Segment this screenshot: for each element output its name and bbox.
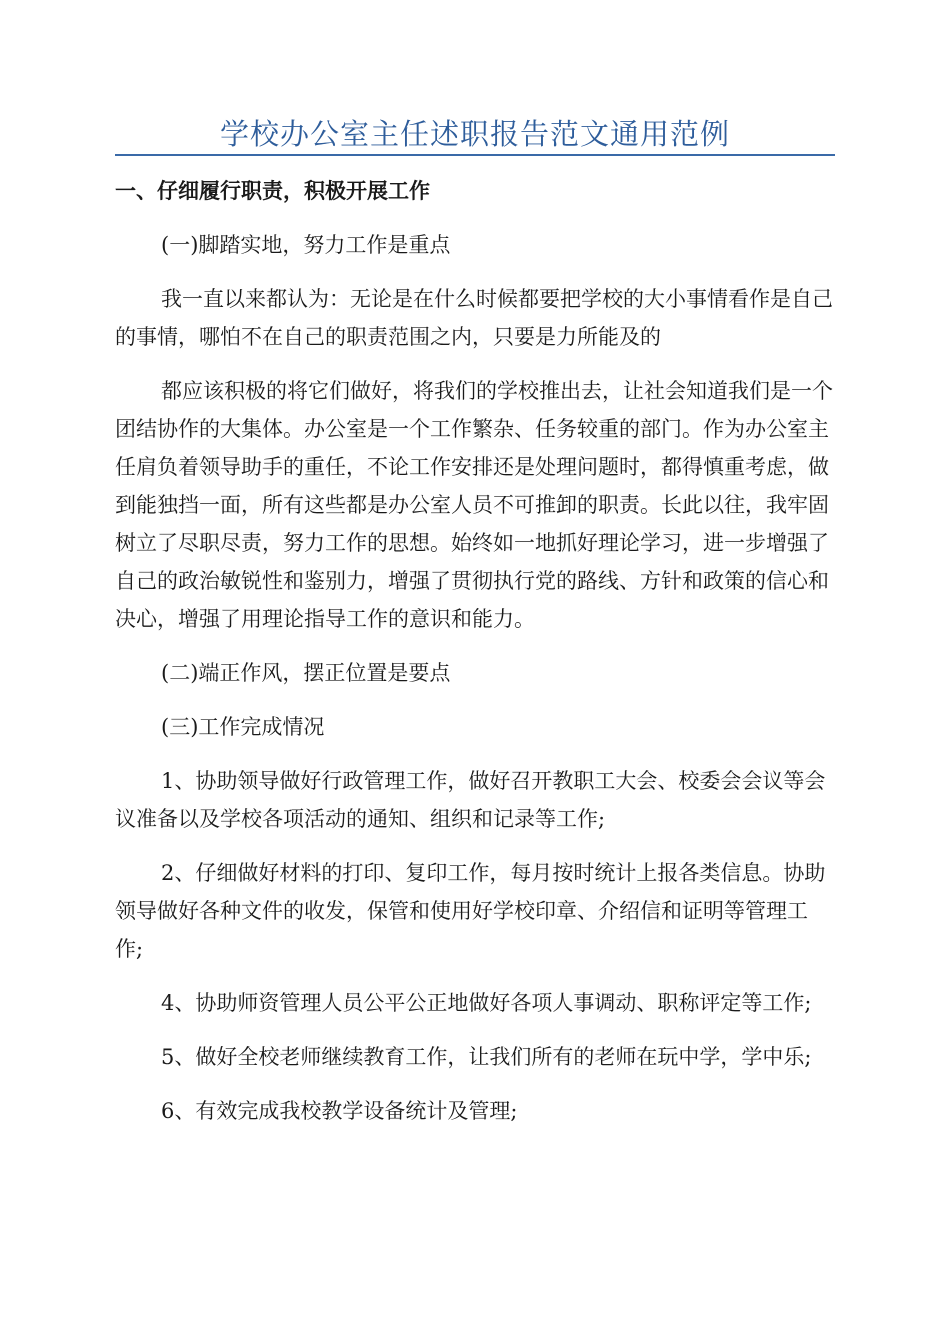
document-body — [115, 172, 835, 1146]
paragraph-2: 都应该积极的将它们做好，将我们的学校推出去，让社会知道我们是一个团结协作的大集体。办公室是一个工作繁杂、任务较重的部门。作为办公室主任肩负着领导助手的重任，不论工作安排还是处理问题时，都得慎重考虑，做到能独挡一面，所有这些都是办公室人员不可推卸的职责。长此以往，我牢固树立了尽职尽责，努力工作的思想。始终如一地抓好理论学习，进一步增强了自己的政治敏锐性和鉴别力，增强了贯彻执行党的路线、方针和政策的信心和决心，增强了用理论指导工作的意识和能力。 — [115, 379, 833, 631]
list-item: 6、有效完成我校教学设备统计及管理; — [161, 1099, 518, 1123]
paragraph-1: 我一直以来都认为：无论是在什么时候都要把学校的大小事情看作是自己的事情，哪怕不在自己的职责范围之内，只要是力所能及的 — [115, 287, 833, 349]
subsection-heading-3: (三)工作完成情况 — [161, 715, 325, 739]
list-item: 2、仔细做好材料的打印、复印工作，每月按时统计上报各类信息。协助领导做好各种文件的收发，保管和使用好学校印章、介绍信和证明等管理工作; — [115, 861, 826, 961]
subsection-heading-1: (一)脚踏实地，努力工作是重点 — [161, 233, 451, 257]
list-item: 5、做好全校老师继续教育工作，让我们所有的老师在玩中学，学中乐; — [161, 1045, 812, 1069]
document-title: 学校办公室主任述职报告范文通用范例 — [219, 117, 730, 151]
list-item: 4、协助师资管理人员公平公正地做好各项人事调动、职称评定等工作; — [161, 991, 812, 1015]
subsection-heading-2: (二)端正作风，摆正位置是要点 — [161, 661, 451, 685]
title-underline — [115, 154, 835, 156]
list-item: 1、协助领导做好行政管理工作，做好召开教职工大会、校委会会议等会议准备以及学校各项活动的通知、组织和记录等工作; — [115, 769, 826, 831]
section-heading: 一、仔细履行职责，积极开展工作 — [115, 178, 430, 203]
